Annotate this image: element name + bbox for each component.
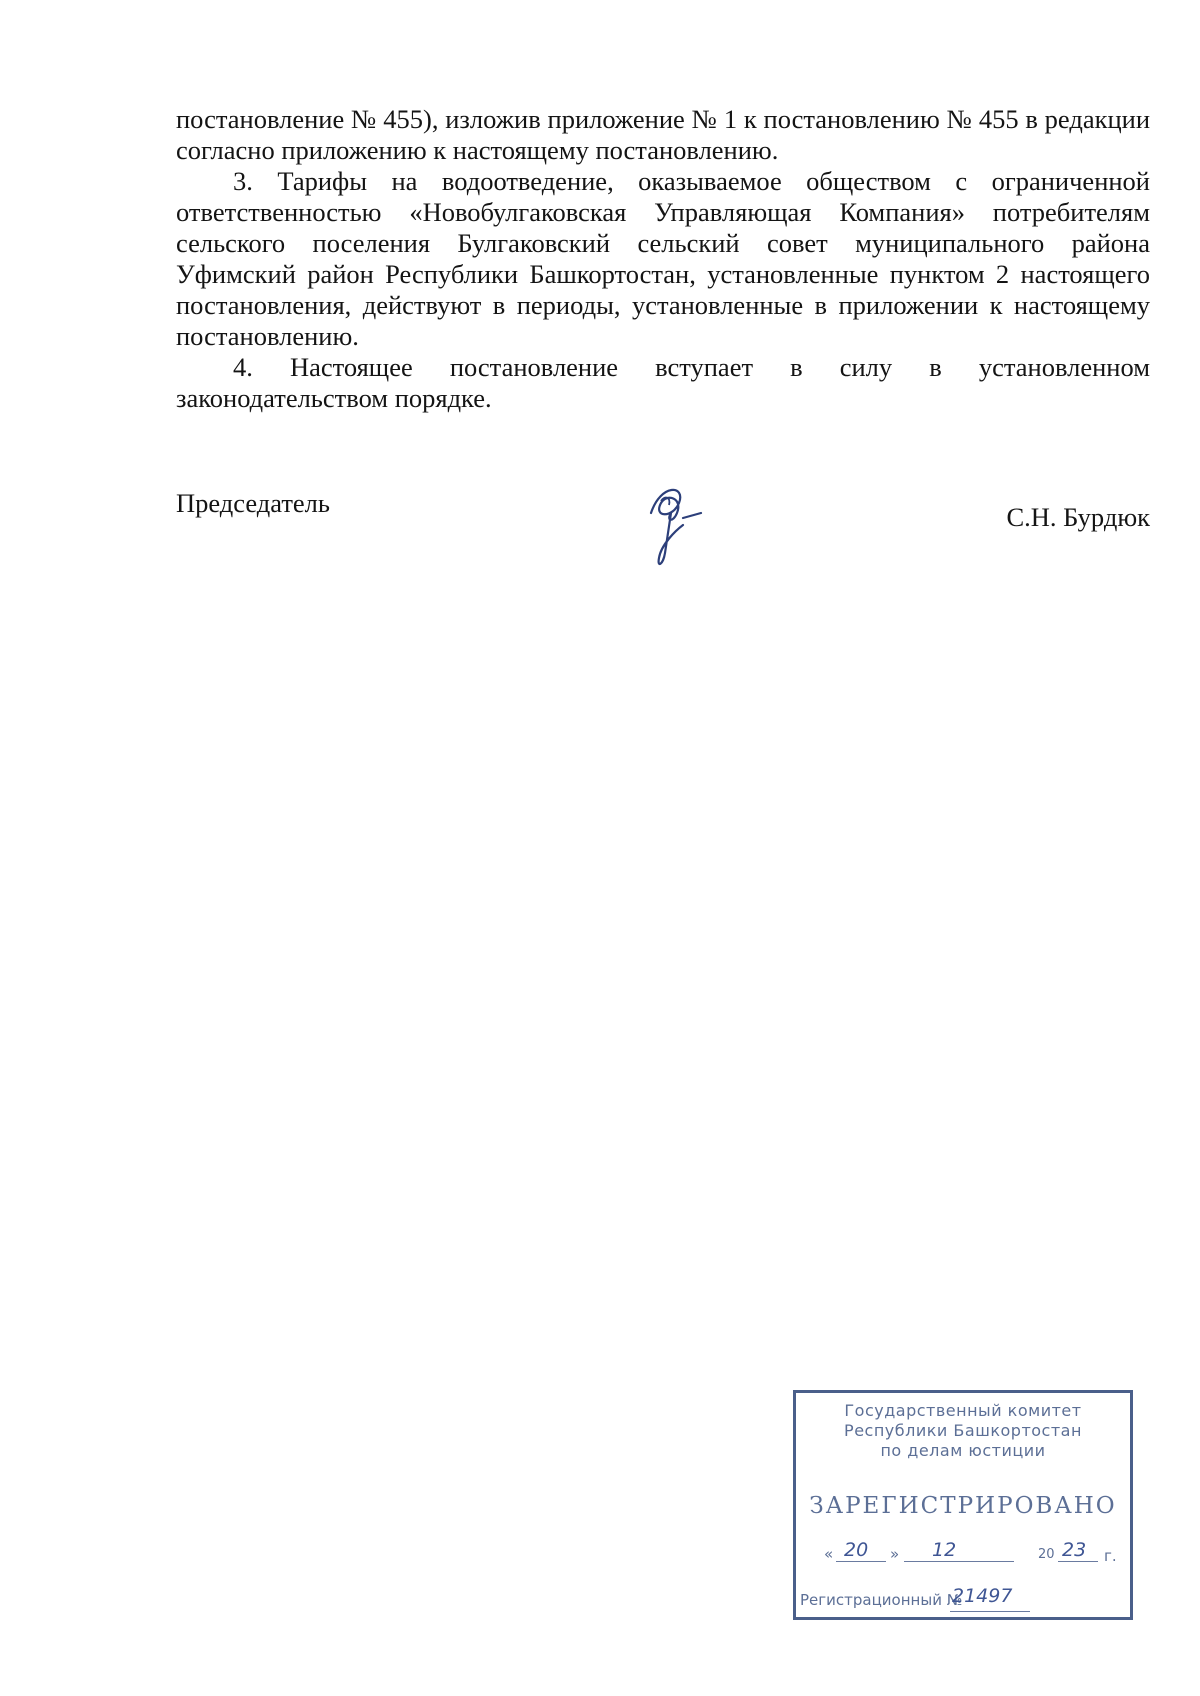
stamp-organization xyxy=(796,1401,1130,1461)
paragraph-continuation: постановление № 455), изложив приложение № 1 к постановлению № 455 в редакции согласно приложению к настоящему постановлению. xyxy=(176,104,1150,165)
handwritten-signature-icon xyxy=(631,473,721,573)
date-year-suffix: 23 xyxy=(1062,1539,1087,1561)
stamp-status: ЗАРЕГИСТРИРОВАНО xyxy=(809,1493,1117,1519)
date-open-quote: « xyxy=(824,1545,834,1563)
stamp-date xyxy=(824,1539,1124,1569)
date-year-prefix: 20 xyxy=(1038,1547,1055,1562)
stamp-org-line-1: Государственный комитет xyxy=(844,1401,1082,1420)
month-underline xyxy=(904,1539,1014,1562)
stamp-org-line-2: Республики Башкортостан xyxy=(844,1421,1082,1440)
signature-block xyxy=(176,488,1150,578)
registration-stamp xyxy=(793,1390,1133,1620)
date-day: 20 xyxy=(844,1539,869,1561)
paragraph-item-3: 3. Тарифы на водоотведение, оказываемое обществом с ограниченной ответственностью «Новобулгаковская Управляющая Компания» потребителям сельского поселения Булгаковский сельский совет муниципального района Уфимский район Республики Башкортостан, установленные пунктом 2 настоящего постановления, действуют в периоды, установленные в приложении к настоящему постановлению. xyxy=(176,166,1150,351)
signatory-name: С.Н. Бурдюк xyxy=(1006,502,1150,532)
date-year-unit: г. xyxy=(1104,1547,1117,1565)
document-body xyxy=(176,104,1150,414)
reg-number-value: 21497 xyxy=(952,1585,1013,1607)
date-month: 12 xyxy=(932,1539,957,1561)
date-close-quote: » xyxy=(890,1545,900,1563)
stamp-org-line-3: по делам юстиции xyxy=(880,1441,1046,1460)
paragraph-item-4: 4. Настоящее постановление вступает в силу в установленном законодательством порядке. xyxy=(176,352,1150,413)
reg-number-label: Регистрационный № xyxy=(800,1591,963,1609)
signatory-role: Председатель xyxy=(176,488,330,518)
